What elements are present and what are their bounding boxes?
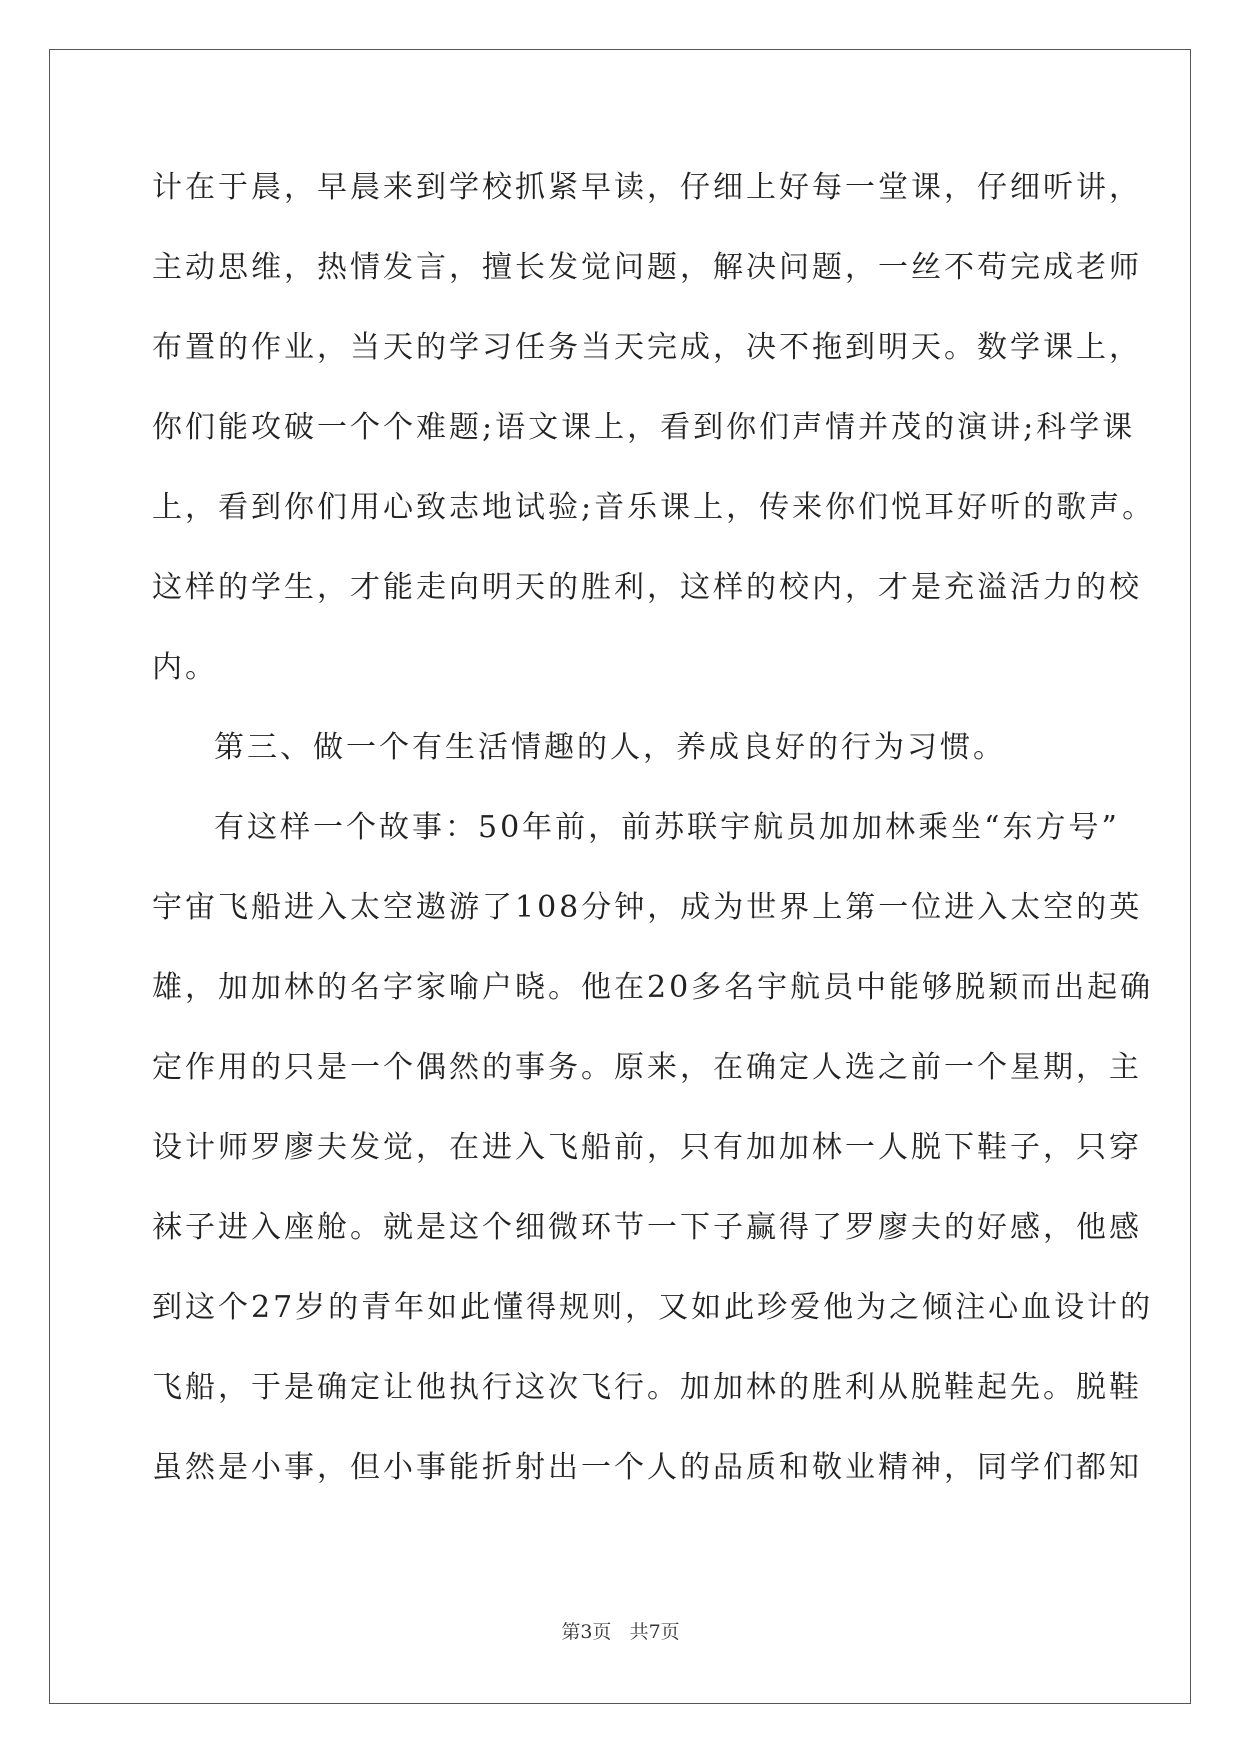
text-line: 这样的学生，才能走向明天的胜利，这样的校内，才是充溢活力的校 <box>152 570 1142 605</box>
text-line: 有这样一个故事：50年前，前苏联宇航员加加林乘坐“东方号” <box>214 810 1120 845</box>
page-number: 第3页 <box>561 1621 612 1643</box>
text-line: 雄，加加林的名字家喻户晓。他在20多名宇航员中能够脱颖而出起确 <box>152 970 1154 1005</box>
text-line: 布置的作业，当天的学习任务当天完成，决不拖到明天。数学课上， <box>152 330 1142 365</box>
text-line: 上，看到你们用心致志地试验;音乐课上，传来你们悦耳好听的歌声。 <box>152 490 1156 525</box>
text-line: 计在于晨，早晨来到学校抓紧早读，仔细上好每一堂课，仔细听讲， <box>152 170 1142 205</box>
section-heading: 第三、做一个有生活情趣的人，养成良好的行为习惯。 <box>214 730 1006 765</box>
text-line: 主动思维，热情发言，擅长发觉问题，解决问题，一丝不苟完成老师 <box>152 250 1142 285</box>
text-line: 设计师罗廖夫发觉，在进入飞船前，只有加加林一人脱下鞋子，只穿 <box>152 1130 1142 1165</box>
text-line: 虽然是小事，但小事能折射出一个人的品质和敬业精神，同学们都知 <box>152 1450 1142 1485</box>
text-line: 到这个27岁的青年如此懂得规则，又如此珍爱他为之倾注心血设计的 <box>152 1290 1154 1325</box>
document-body <box>152 160 1156 1520</box>
page-footer <box>0 1617 1241 1644</box>
text-line: 你们能攻破一个个难题;语文课上，看到你们声情并茂的演讲;科学课 <box>152 410 1136 445</box>
text-line: 飞船，于是确定让他执行这次飞行。加加林的胜利从脱鞋起先。脱鞋 <box>152 1370 1142 1405</box>
page-total: 共7页 <box>629 1621 680 1643</box>
text-line: 定作用的只是一个偶然的事务。原来，在确定人选之前一个星期，主 <box>152 1050 1142 1085</box>
text-line: 袜子进入座舱。就是这个细微环节一下子赢得了罗廖夫的好感，他感 <box>152 1210 1142 1245</box>
text-line: 宇宙飞船进入太空遨游了108分钟，成为世界上第一位进入太空的英 <box>152 890 1143 925</box>
text-line: 内。 <box>152 650 218 685</box>
